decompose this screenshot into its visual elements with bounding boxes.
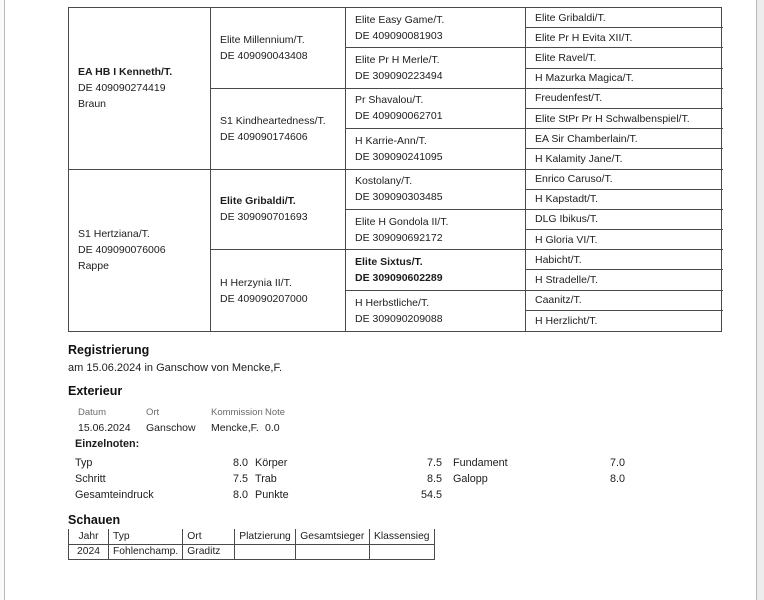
ort-value: Graditz — [183, 544, 235, 559]
score-label: Trab — [255, 473, 277, 485]
horse-name: H Karrie-Ann/T. — [355, 134, 427, 147]
col-header-kommission: Kommission — [211, 407, 263, 418]
pedigree-cell-sire — [69, 8, 211, 170]
horse-name: Elite Millennium/T. — [220, 33, 305, 46]
score-row — [75, 487, 627, 503]
col-header-platzierung: Platzierung — [235, 529, 296, 544]
pedigree-cell-g3-8 — [346, 291, 526, 331]
col-header-ort: Ort — [146, 407, 160, 418]
horse-name: Elite Easy Game/T. — [355, 13, 445, 26]
score-label: Fundament — [453, 457, 508, 469]
schauen-table — [68, 529, 435, 560]
horse-name: H Mazurka Magica/T. — [535, 72, 634, 85]
horse-name: Elite H Gondola II/T. — [355, 215, 449, 228]
pedigree-cell-g3-3 — [346, 89, 526, 129]
horse-name: S1 Hertziana/T. — [78, 228, 150, 241]
horse-name: Habicht/T. — [535, 253, 582, 266]
score-label: Punkte — [255, 489, 289, 501]
horse-name: EA HB I Kenneth/T. — [78, 66, 173, 79]
horse-reg: DE 409090062701 — [355, 110, 443, 123]
pedigree-cell-g4-8 — [526, 149, 723, 169]
score-pair — [255, 471, 442, 487]
pedigree-cell-g4-15 — [526, 291, 723, 311]
col-header-klassensieg: Klassensieg — [369, 529, 434, 544]
pedigree-cell-g4-13 — [526, 250, 723, 270]
score-value: 8.0 — [232, 457, 248, 469]
score-pair — [75, 455, 248, 471]
score-label: Gesamteindruck — [75, 489, 154, 501]
col-header-ort: Ort — [183, 529, 235, 544]
einzelnoten-heading: Einzelnoten: — [75, 438, 140, 450]
pedigree-cell-g3-1 — [346, 8, 526, 48]
score-value: 8.0 — [232, 489, 248, 501]
horse-reg: DE 409090207000 — [220, 292, 308, 305]
pedigree-cell-g4-10 — [526, 190, 723, 210]
horse-name: H Herbstliche/T. — [355, 296, 430, 309]
jahr-value: 2024 — [69, 544, 109, 559]
horse-name: Elite Gribaldi/T. — [535, 11, 606, 24]
score-pair — [255, 487, 442, 503]
klassensieg-value — [369, 544, 434, 559]
horse-color: Rappe — [78, 260, 109, 273]
horse-reg: DE 309090241095 — [355, 150, 443, 163]
horse-reg: DE 409090076006 — [78, 244, 166, 257]
score-value: 7.0 — [609, 457, 625, 469]
score-pair — [75, 471, 248, 487]
col-header-datum: Datum — [78, 407, 106, 418]
pedigree-cell-g4-1 — [526, 8, 723, 28]
horse-name: Elite Ravel/T. — [535, 51, 597, 64]
horse-reg: DE 309090692172 — [355, 231, 443, 244]
horse-reg: DE 409090174606 — [220, 130, 308, 143]
pedigree-cell-g4-16 — [526, 311, 723, 331]
horse-name: Elite StPr Pr H Schwalbenspiel/T. — [535, 112, 690, 125]
horse-name: Elite Sixtus/T. — [355, 255, 423, 268]
pedigree-cell-g3-5 — [346, 170, 526, 210]
registrierung-text: am 15.06.2024 in Ganschow von Mencke,F. — [68, 362, 283, 374]
horse-name: DLG Ibikus/T. — [535, 213, 599, 226]
horse-name: Kostolany/T. — [355, 175, 413, 188]
horse-name: Elite Gribaldi/T. — [220, 195, 296, 208]
horse-reg: DE 309090701693 — [220, 211, 308, 224]
pedigree-cell-g4-14 — [526, 270, 723, 290]
pedigree-table — [68, 7, 722, 332]
score-value: 54.5 — [420, 489, 442, 501]
pedigree-cell-g4-11 — [526, 210, 723, 230]
pedigree-cell-g4-7 — [526, 129, 723, 149]
typ-value: Fohlenchamp. — [109, 544, 183, 559]
einzelnoten-scores — [75, 455, 627, 503]
pedigree-cell-g4-2 — [526, 28, 723, 48]
pedigree-cell-g4-5 — [526, 89, 723, 109]
pedigree-cell-g3-2 — [346, 48, 526, 88]
gesamtsieger-value — [295, 544, 369, 559]
col-header-note: Note — [265, 407, 286, 418]
platzierung-value — [235, 544, 296, 559]
horse-reg: DE 409090043408 — [220, 49, 308, 62]
horse-reg: DE 309090303485 — [355, 191, 443, 204]
horse-name: Elite Pr H Evita XII/T. — [535, 31, 633, 44]
score-label: Typ — [75, 457, 93, 469]
pedigree-cell-g4-6 — [526, 109, 723, 129]
horse-name: Enrico Caruso/T. — [535, 173, 613, 186]
pedigree-cell-g2-2 — [211, 89, 346, 170]
horse-reg: DE 409090081903 — [355, 29, 443, 42]
score-label: Galopp — [453, 473, 488, 485]
horse-name: EA Sir Chamberlain/T. — [535, 132, 638, 145]
pedigree-cell-g3-7 — [346, 250, 526, 290]
horse-reg: DE 409090274419 — [78, 82, 166, 95]
score-pair-empty — [453, 487, 625, 503]
horse-color: Braun — [78, 98, 107, 111]
exterieur-data-row — [78, 421, 299, 435]
score-value: 8.0 — [609, 473, 625, 485]
horse-name: S1 Kindheartedness/T. — [220, 114, 326, 127]
pedigree-cell-g2-3 — [211, 170, 346, 251]
horse-name: H Kapstadt/T. — [535, 193, 599, 206]
pedigree-cell-g3-4 — [346, 129, 526, 169]
score-value: 8.5 — [426, 473, 442, 485]
col-header-jahr: Jahr — [69, 529, 109, 544]
horse-name: H Herzynia II/T. — [220, 276, 292, 289]
horse-reg: DE 309090602289 — [355, 271, 443, 284]
horse-name: H Stradelle/T. — [535, 274, 599, 287]
score-row — [75, 455, 627, 471]
pedigree-cell-g2-1 — [211, 8, 346, 89]
horse-name: H Kalamity Jane/T. — [535, 152, 623, 165]
col-header-typ: Typ — [109, 529, 183, 544]
score-label: Körper — [255, 457, 288, 469]
score-pair — [75, 487, 248, 503]
pedigree-cell-g4-9 — [526, 170, 723, 190]
score-pair — [255, 455, 442, 471]
kommission-value: Mencke,F. — [211, 422, 259, 434]
registrierung-heading: Registrierung — [68, 343, 150, 357]
schauen-heading: Schauen — [68, 513, 121, 527]
schauen-header-row — [69, 529, 435, 544]
horse-name: Caanitz/T. — [535, 294, 582, 307]
note-value: 0.0 — [265, 422, 280, 434]
page-edge-left — [0, 0, 5, 600]
exterieur-table — [78, 406, 299, 435]
pedigree-cell-g4-12 — [526, 230, 723, 250]
pedigree-cell-dam — [69, 170, 211, 332]
horse-name: Elite Pr H Merle/T. — [355, 54, 440, 67]
score-pair — [453, 455, 625, 471]
schauen-data-row — [69, 544, 435, 559]
score-row — [75, 471, 627, 487]
horse-reg: DE 309090223494 — [355, 70, 443, 83]
exterieur-heading: Exterieur — [68, 384, 123, 398]
pedigree-cell-g4-3 — [526, 48, 723, 68]
score-label: Schritt — [75, 473, 106, 485]
score-value: 7.5 — [232, 473, 248, 485]
score-value: 7.5 — [426, 457, 442, 469]
pedigree-cell-g2-4 — [211, 250, 346, 331]
ort-value: Ganschow — [146, 422, 196, 434]
col-header-gesamtsieger: Gesamtsieger — [295, 529, 369, 544]
pedigree-cell-g3-6 — [346, 210, 526, 250]
horse-name: Pr Shavalou/T. — [355, 94, 424, 107]
horse-name: H Herzlicht/T. — [535, 314, 598, 327]
datum-value: 15.06.2024 — [78, 422, 131, 434]
pedigree-cell-g4-4 — [526, 69, 723, 89]
horse-name: H Gloria VI/T. — [535, 233, 598, 246]
score-pair — [453, 471, 625, 487]
exterieur-header-row — [78, 406, 299, 420]
page-edge-right — [756, 0, 764, 600]
horse-reg: DE 309090209088 — [355, 312, 443, 325]
horse-name: Freudenfest/T. — [535, 92, 603, 105]
